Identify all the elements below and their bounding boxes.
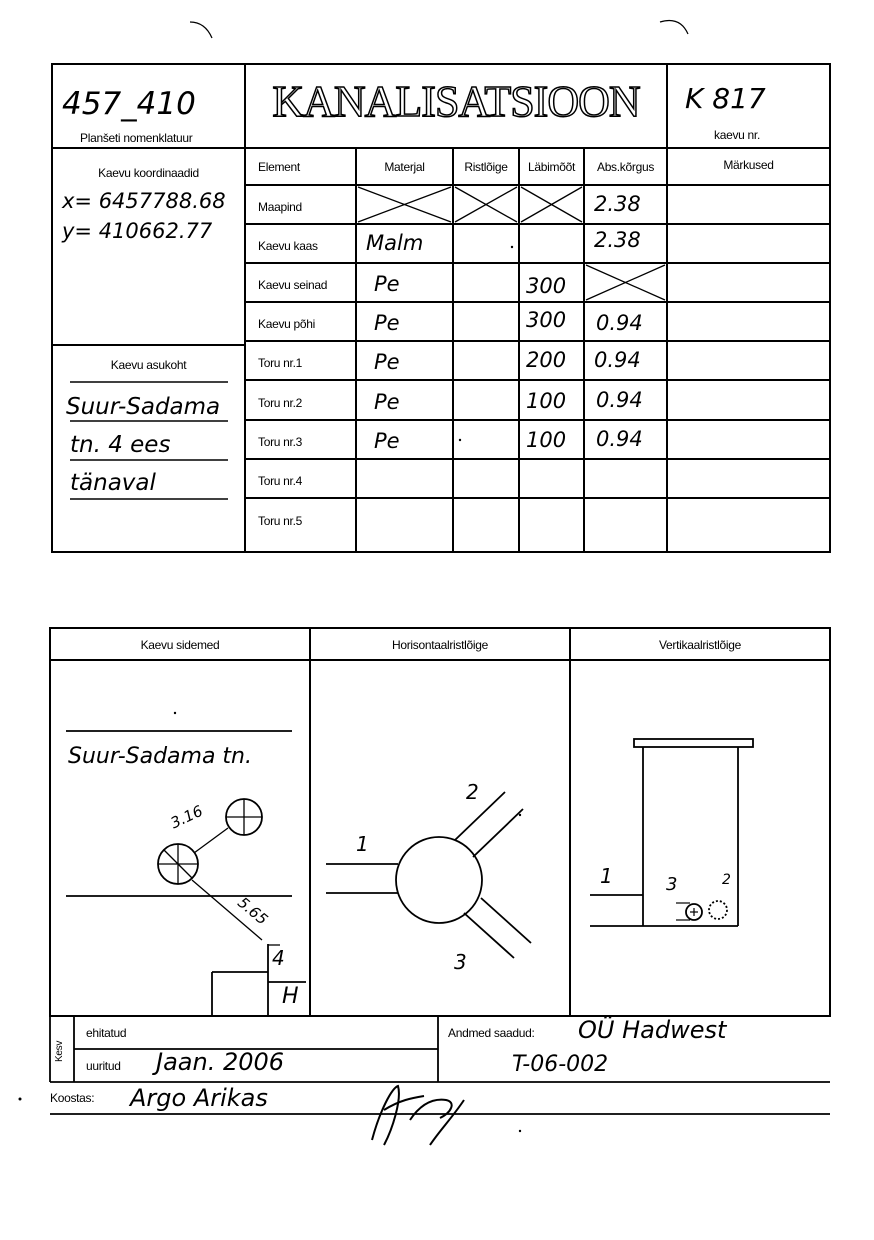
data-code: T-06-002 bbox=[512, 1052, 609, 1077]
vertical-pipe-label-3: 3 bbox=[666, 874, 678, 895]
row-diameter: 300 bbox=[526, 308, 567, 332]
pipe-label-1: 1 bbox=[356, 832, 369, 856]
coordinates-label: Kaevu koordinaadid bbox=[98, 166, 199, 180]
col-header-diameter: Läbimõõt bbox=[528, 160, 575, 174]
row-material: Pe bbox=[374, 390, 400, 414]
location-line-2: tn. 4 ees bbox=[70, 432, 171, 458]
row-elevation: 0.94 bbox=[596, 311, 643, 335]
author-label: Koostas: bbox=[50, 1091, 95, 1105]
pipe-label-2: 2 bbox=[466, 780, 479, 804]
row-diameter: 100 bbox=[526, 389, 567, 413]
col-header-material: Materjal bbox=[384, 160, 425, 174]
row-element: Toru nr.3 bbox=[258, 435, 302, 449]
ties-label: Kaevu sidemed bbox=[140, 638, 220, 652]
well-number: K 817 bbox=[685, 82, 766, 115]
row-element: Kaevu kaas bbox=[258, 239, 318, 253]
row-element: Toru nr.4 bbox=[258, 474, 302, 488]
row-elevation: 2.38 bbox=[594, 228, 641, 252]
coordinate-y: y= 410662.77 bbox=[62, 219, 213, 243]
building-number: 4 bbox=[272, 946, 285, 970]
author-name: Argo Arikas bbox=[130, 1084, 268, 1112]
data-source: OÜ Hadwest bbox=[578, 1016, 727, 1044]
row-material: Malm bbox=[366, 231, 424, 255]
pipe-label-3: 3 bbox=[454, 950, 467, 974]
col-header-elevation: Abs.kõrgus bbox=[596, 160, 655, 174]
location-line-3: tänaval bbox=[70, 470, 156, 496]
vertical-pipe-label-1: 1 bbox=[600, 864, 613, 888]
col-header-cross-section: Ristlõige bbox=[464, 160, 508, 174]
row-diameter: 200 bbox=[526, 348, 567, 372]
row-element: Maapind bbox=[258, 200, 302, 214]
row-elevation: 0.94 bbox=[594, 348, 641, 372]
row-diameter: 100 bbox=[526, 428, 567, 452]
row-element: Toru nr.1 bbox=[258, 356, 302, 370]
row-elevation: 0.94 bbox=[596, 427, 643, 451]
row-element: Toru nr.2 bbox=[258, 396, 302, 410]
surveyed-label: uuritud bbox=[86, 1059, 121, 1073]
row-element: Toru nr.5 bbox=[258, 514, 302, 528]
row-material: Pe bbox=[374, 350, 400, 374]
row-element: Kaevu seinad bbox=[258, 278, 328, 292]
street-name: Suur-Sadama tn. bbox=[68, 744, 252, 769]
row-material: Pe bbox=[374, 311, 400, 335]
signature-scribble bbox=[372, 1086, 464, 1145]
surveyed-date: Jaan. 2006 bbox=[156, 1048, 285, 1076]
sheet-number-label: Planšeti nomenklatuur bbox=[80, 131, 193, 145]
location-label: Kaevu asukoht bbox=[110, 358, 187, 372]
distance-b: 5.65 bbox=[234, 893, 272, 929]
vertical-pipe-label-2: 2 bbox=[722, 872, 731, 888]
well-number-label: kaevu nr. bbox=[714, 128, 760, 142]
data-source-label: Andmed saadud: bbox=[448, 1026, 535, 1040]
row-elevation: 2.38 bbox=[594, 192, 641, 216]
side-label: Kesv bbox=[54, 1040, 65, 1062]
col-header-element: Element bbox=[258, 160, 300, 174]
row-element: Kaevu põhi bbox=[258, 317, 316, 331]
location-line-1: Suur-Sadama bbox=[66, 394, 221, 420]
row-elevation: 0.94 bbox=[596, 388, 643, 412]
page-title: KANALISATSIOON bbox=[272, 77, 640, 126]
row-material: Pe bbox=[374, 272, 400, 296]
horizontal-section-label: Horisontaalristlõige bbox=[391, 638, 489, 652]
col-header-notes: Märkused bbox=[723, 158, 774, 172]
vertical-section-label: Vertikaalristlõige bbox=[659, 638, 741, 652]
distance-a: 3.16 bbox=[167, 801, 206, 833]
building-letter: H bbox=[282, 984, 299, 1009]
coordinate-x: x= 6457788.68 bbox=[62, 189, 226, 213]
row-diameter: 300 bbox=[526, 274, 567, 298]
row-material: Pe bbox=[374, 429, 400, 453]
built-label: ehitatud bbox=[86, 1026, 127, 1040]
sheet-number: 457_410 bbox=[62, 86, 196, 122]
